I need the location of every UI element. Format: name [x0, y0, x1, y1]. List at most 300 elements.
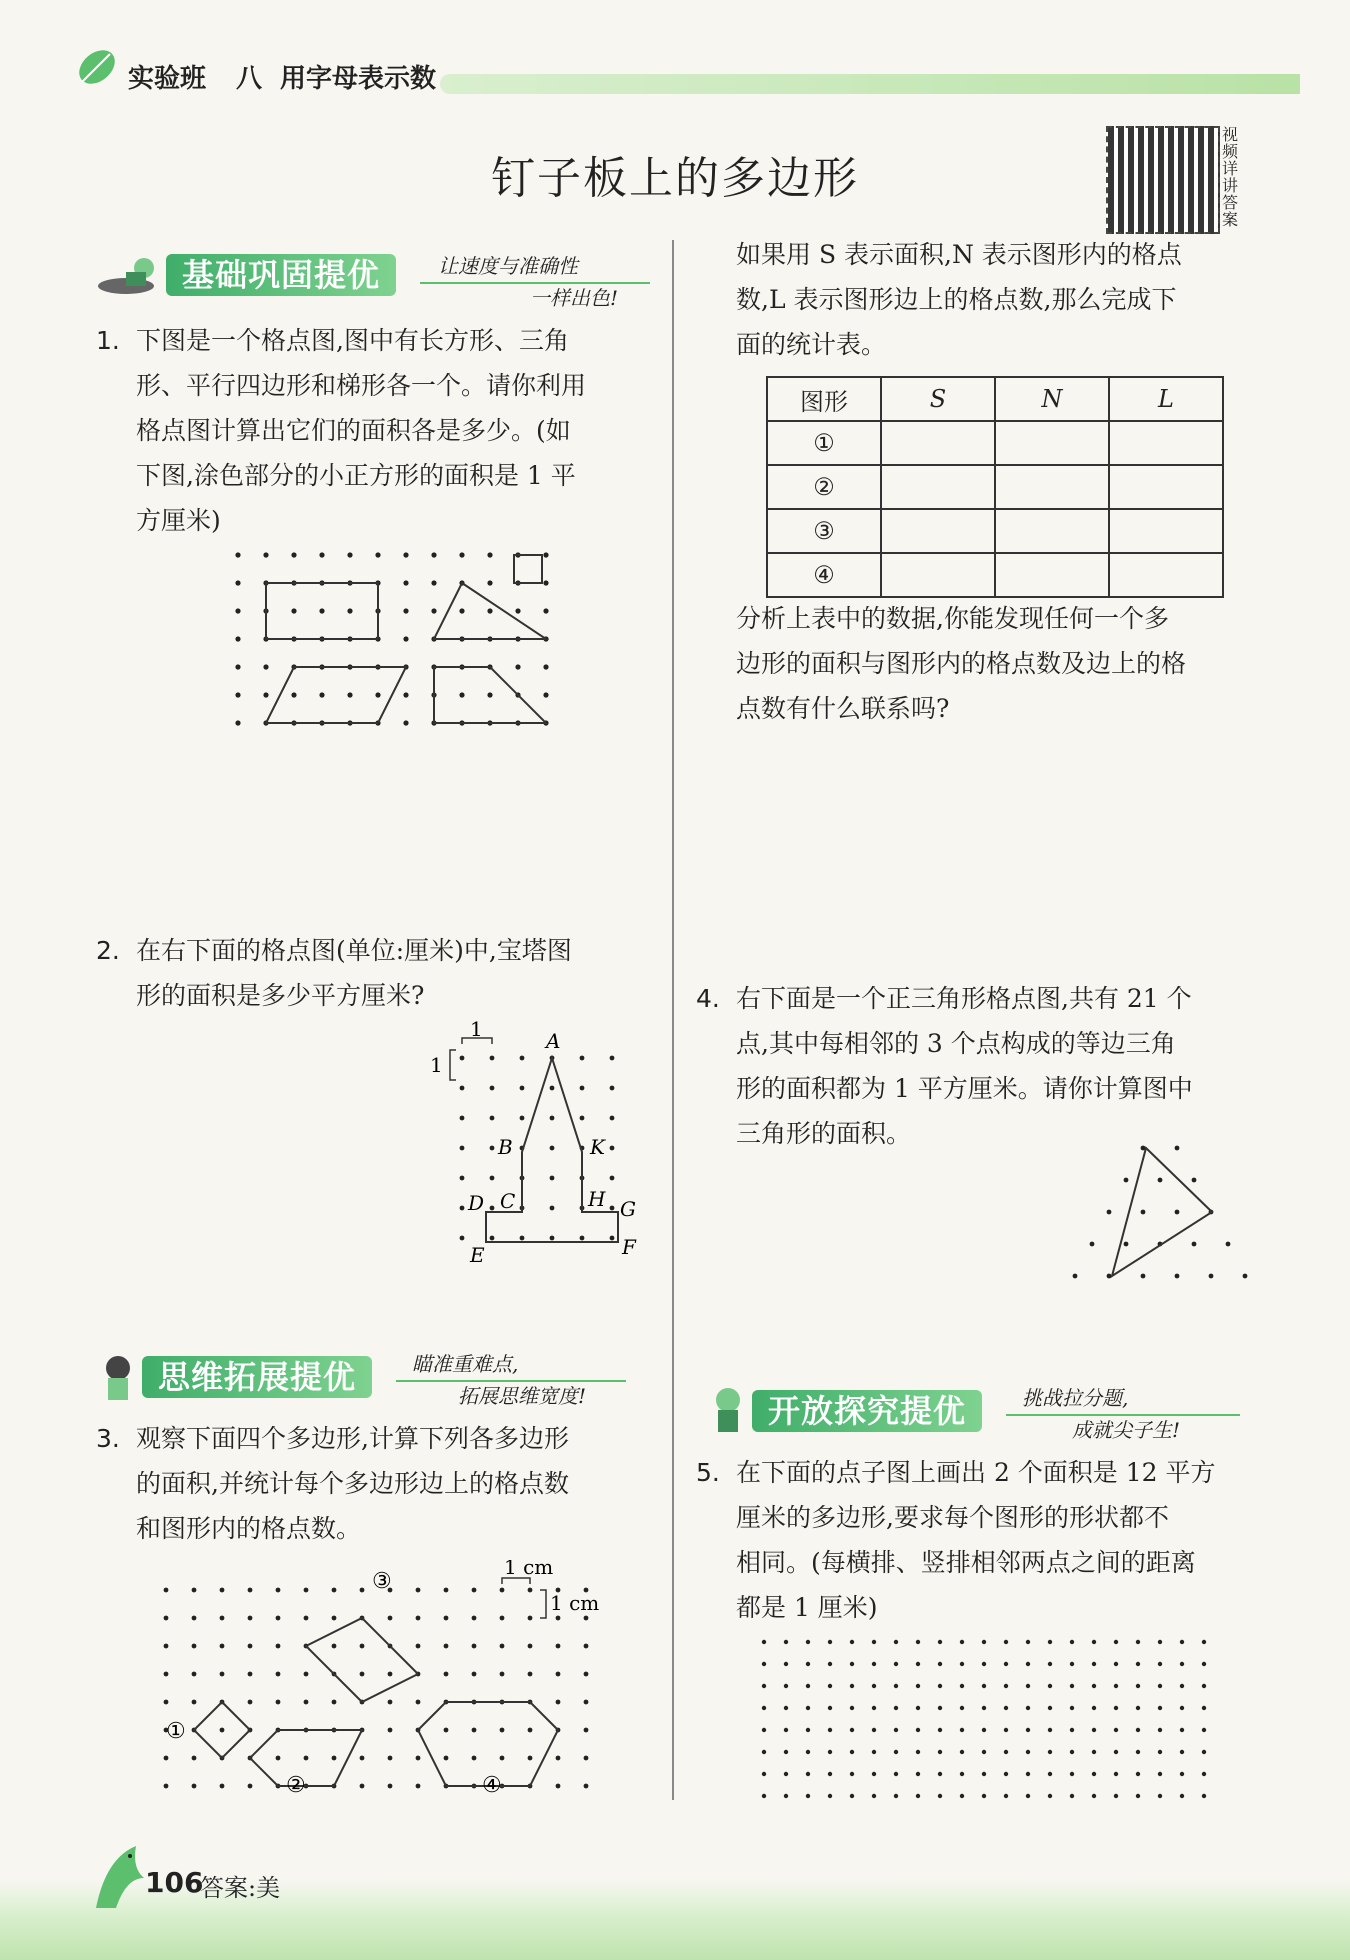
grid-dot — [784, 1684, 788, 1688]
grid-dot — [1092, 1772, 1096, 1776]
grid-dot — [1070, 1662, 1074, 1666]
q5-line: 厘米的多边形,要求每个图形的形状都不 — [736, 1503, 1169, 1532]
grid-dot — [220, 1728, 225, 1733]
grid-dot — [472, 1588, 477, 1593]
grid-dot — [235, 580, 240, 585]
header-unit-number: 八 — [236, 64, 263, 94]
label-A: A — [546, 1029, 561, 1053]
grid-dot — [550, 1236, 555, 1241]
grid-dot — [1026, 1794, 1030, 1798]
grid-dot — [472, 1672, 477, 1677]
grid-dot — [304, 1756, 309, 1761]
grid-dot — [388, 1756, 393, 1761]
grid-dot — [960, 1706, 964, 1710]
grid-dot — [1136, 1772, 1140, 1776]
label-B: B — [498, 1135, 513, 1159]
grid-dot — [806, 1772, 810, 1776]
grid-dot — [960, 1640, 964, 1644]
grid-dot — [291, 692, 296, 697]
q4-triangle-dot-grid — [1073, 1130, 1248, 1278]
grid-dot — [938, 1772, 942, 1776]
grid-dot — [850, 1662, 854, 1666]
grid-dot — [584, 1700, 589, 1705]
polygon-3 — [306, 1618, 418, 1702]
grid-dot — [1175, 1210, 1180, 1215]
grid-dot — [894, 1706, 898, 1710]
grid-dot — [431, 552, 436, 557]
grid-dot — [1158, 1640, 1162, 1644]
grid-dot — [982, 1794, 986, 1798]
grid-dot — [850, 1750, 854, 1754]
grid-dot — [500, 1672, 505, 1677]
grid-dot — [1158, 1662, 1162, 1666]
grid-dot — [164, 1588, 169, 1593]
grid-dot — [1048, 1750, 1052, 1754]
grid-dot — [347, 552, 352, 557]
grid-dot — [360, 1784, 365, 1789]
slogan-thinking-1: 瞄准重难点, — [412, 1352, 519, 1376]
grid-dot — [1202, 1750, 1206, 1754]
grid-dot — [528, 1756, 533, 1761]
grid-dot — [1192, 1242, 1197, 1247]
grid-dot — [164, 1784, 169, 1789]
grid-dot — [1136, 1640, 1140, 1644]
grid-dot — [610, 1176, 615, 1181]
grid-dot — [543, 608, 548, 613]
grid-dot — [938, 1684, 942, 1688]
grid-dot — [472, 1728, 477, 1733]
grid-dot — [164, 1672, 169, 1677]
grid-dot — [487, 580, 492, 585]
grid-dot — [460, 1236, 465, 1241]
q5-number: 5. — [696, 1458, 720, 1487]
grid-dot — [164, 1616, 169, 1621]
grid-dot — [248, 1644, 253, 1649]
q1-grid-figure — [224, 540, 564, 760]
grid-dot — [416, 1616, 421, 1621]
grid-dot — [543, 580, 548, 585]
grid-dot — [500, 1756, 505, 1761]
grid-dot — [556, 1756, 561, 1761]
q2-pagoda-figure — [420, 1020, 660, 1290]
grid-dot — [248, 1616, 253, 1621]
grid-dot — [500, 1616, 505, 1621]
grid-dot — [520, 1086, 525, 1091]
grid-dot — [584, 1644, 589, 1649]
grid-dot — [248, 1784, 253, 1789]
grid-dot — [1158, 1750, 1162, 1754]
q3-text — [136, 1416, 656, 1551]
grid-dot — [528, 1588, 533, 1593]
grid-dot — [938, 1750, 942, 1754]
header-series: 实验班 — [128, 64, 207, 94]
grid-dot — [1048, 1662, 1052, 1666]
grid-dot — [543, 664, 548, 669]
grid-dot — [360, 1644, 365, 1649]
grid-dot — [500, 1588, 505, 1593]
grid-dot — [610, 1116, 615, 1121]
cm-top-label: 1 cm — [504, 1560, 554, 1579]
grid-dot — [1026, 1750, 1030, 1754]
q3c-line: 如果用 S 表示面积,N 表示图形内的格点 — [736, 240, 1182, 269]
grid-dot — [1136, 1728, 1140, 1732]
grid-dot — [543, 692, 548, 697]
label-C: C — [500, 1189, 516, 1213]
grid-dot — [235, 552, 240, 557]
grid-dot — [1114, 1794, 1118, 1798]
table-row — [767, 553, 1223, 597]
grid-dot — [528, 1672, 533, 1677]
grid-dot — [762, 1640, 766, 1644]
mascot-thinking-icon — [96, 1352, 144, 1406]
grid-dot — [500, 1644, 505, 1649]
grid-dot — [444, 1756, 449, 1761]
q3-line: 的面积,并统计每个多边形边上的格点数 — [136, 1469, 569, 1498]
q1-line: 格点图计算出它们的面积各是多少。(如 — [136, 416, 571, 445]
grid-dot — [528, 1644, 533, 1649]
grid-dot — [500, 1728, 505, 1733]
grid-dot — [762, 1794, 766, 1798]
grid-dot — [960, 1772, 964, 1776]
grid-dot — [248, 1700, 253, 1705]
q1-line: 方厘米) — [136, 506, 221, 535]
grid-dot — [490, 1206, 495, 1211]
grid-dot — [938, 1794, 942, 1798]
q4-number: 4. — [696, 984, 720, 1013]
section-badge-basic: 基础巩固提优 — [166, 254, 396, 296]
grid-dot — [610, 1086, 615, 1091]
grid-dot — [828, 1706, 832, 1710]
label-polygon-1: ① — [166, 1719, 186, 1744]
grid-dot — [784, 1750, 788, 1754]
grid-dot — [444, 1644, 449, 1649]
grid-dot — [784, 1662, 788, 1666]
grid-dot — [806, 1794, 810, 1798]
grid-dot — [332, 1644, 337, 1649]
q5-line: 在下面的点子图上画出 2 个面积是 12 平方 — [736, 1458, 1216, 1487]
q3-continued-text — [736, 232, 1276, 367]
grid-dot — [347, 608, 352, 613]
grid-dot — [319, 552, 324, 557]
grid-dot — [487, 608, 492, 613]
grid-dot — [850, 1684, 854, 1688]
table-cell: ① — [767, 421, 881, 465]
grid-dot — [375, 692, 380, 697]
grid-dot — [276, 1588, 281, 1593]
grid-dot — [403, 608, 408, 613]
grid-dot — [248, 1588, 253, 1593]
grid-dot — [1070, 1772, 1074, 1776]
grid-dot — [850, 1706, 854, 1710]
grid-dot — [220, 1672, 225, 1677]
q3a-line: 边形的面积与图形内的格点数及边上的格 — [736, 649, 1187, 678]
grid-dot — [1136, 1662, 1140, 1666]
grid-dot — [1073, 1274, 1078, 1279]
grid-dot — [1158, 1706, 1162, 1710]
q4-line: 三角形的面积。 — [736, 1119, 912, 1148]
grid-dot — [1180, 1750, 1184, 1754]
grid-dot — [1180, 1640, 1184, 1644]
grid-dot — [556, 1644, 561, 1649]
grid-dot — [1026, 1640, 1030, 1644]
q5-line: 相同。(每横排、竖排相邻两点之间的距离 — [736, 1548, 1196, 1577]
grid-dot — [472, 1616, 477, 1621]
grid-dot — [1004, 1684, 1008, 1688]
grid-dot — [444, 1728, 449, 1733]
table-row — [767, 421, 1223, 465]
q4-line: 右下面是一个正三角形格点图,共有 21 个 — [736, 984, 1192, 1013]
grid-dot — [1124, 1178, 1129, 1183]
grid-dot — [784, 1706, 788, 1710]
grid-dot — [1114, 1728, 1118, 1732]
page-title: 钉子板上的多边形 — [491, 153, 859, 204]
grid-dot — [1026, 1772, 1030, 1776]
mascot-icon — [96, 254, 166, 300]
grid-dot — [872, 1750, 876, 1754]
grid-dot — [528, 1616, 533, 1621]
grid-dot — [806, 1684, 810, 1688]
grid-dot — [1192, 1178, 1197, 1183]
grid-dot — [276, 1700, 281, 1705]
grid-dot — [1092, 1706, 1096, 1710]
grid-dot — [550, 1146, 555, 1151]
grid-dot — [1070, 1750, 1074, 1754]
grid-dot — [1141, 1274, 1146, 1279]
grid-dot — [1180, 1772, 1184, 1776]
label-polygon-3: ③ — [372, 1569, 392, 1594]
grid-dot — [828, 1794, 832, 1798]
grid-dot — [388, 1700, 393, 1705]
grid-dot — [1202, 1640, 1206, 1644]
grid-dot — [416, 1588, 421, 1593]
section-badge-thinking: 思维拓展提优 — [142, 1356, 372, 1398]
grid-dot — [556, 1616, 561, 1621]
grid-dot — [762, 1728, 766, 1732]
grid-dot — [276, 1672, 281, 1677]
grid-dot — [1136, 1706, 1140, 1710]
grid-dot — [1092, 1662, 1096, 1666]
grid-dot — [459, 552, 464, 557]
grid-dot — [1141, 1210, 1146, 1215]
grid-dot — [192, 1756, 197, 1761]
grid-dot — [762, 1684, 766, 1688]
grid-dot — [1092, 1728, 1096, 1732]
grid-dot — [1180, 1706, 1184, 1710]
slogan-thinking-2: 拓展思维宽度! — [458, 1384, 587, 1408]
grid-dot — [1092, 1750, 1096, 1754]
grid-dot — [916, 1640, 920, 1644]
label-H: H — [588, 1187, 606, 1211]
grid-dot — [444, 1616, 449, 1621]
grid-dot — [850, 1772, 854, 1776]
grid-dot — [1202, 1662, 1206, 1666]
grid-dot — [1124, 1242, 1129, 1247]
grid-dot — [1004, 1750, 1008, 1754]
grid-dot — [1048, 1772, 1052, 1776]
grid-dot — [1114, 1662, 1118, 1666]
grid-dot — [388, 1784, 393, 1789]
grid-dot — [762, 1772, 766, 1776]
q4-line: 点,其中每相邻的 3 个点构成的等边三角 — [736, 1029, 1176, 1058]
grid-dot — [460, 1146, 465, 1151]
grid-dot — [1070, 1728, 1074, 1732]
grid-dot — [543, 552, 548, 557]
leaf-logo-icon — [74, 44, 120, 90]
grid-dot — [263, 692, 268, 697]
grid-dot — [762, 1662, 766, 1666]
q5-dot-grid — [762, 1640, 1206, 1798]
grid-dot — [192, 1672, 197, 1677]
grid-dot — [1048, 1684, 1052, 1688]
column-divider — [672, 240, 674, 1800]
grid-dot — [872, 1640, 876, 1644]
slogan-basic-1: 让速度与准确性 — [438, 254, 578, 278]
grid-dot — [528, 1728, 533, 1733]
grid-dot — [894, 1750, 898, 1754]
grid-dot — [894, 1728, 898, 1732]
grid-dot — [762, 1750, 766, 1754]
grid-dot — [784, 1794, 788, 1798]
grid-dot — [806, 1706, 810, 1710]
grid-dot — [347, 692, 352, 697]
grid-dot — [1026, 1706, 1030, 1710]
grid-dot — [460, 1206, 465, 1211]
grid-dot — [784, 1772, 788, 1776]
grid-dot — [1107, 1210, 1112, 1215]
grid-dot — [332, 1756, 337, 1761]
grid-dot — [1180, 1684, 1184, 1688]
qr-label: 视频详讲答案 — [1222, 125, 1239, 229]
grid-dot — [192, 1588, 197, 1593]
grid-dot — [460, 1086, 465, 1091]
slogan-open-2: 成就尖子生! — [1072, 1418, 1181, 1442]
grid-dot — [472, 1756, 477, 1761]
grid-dot — [916, 1706, 920, 1710]
grid-dot — [1202, 1772, 1206, 1776]
grid-dot — [1004, 1794, 1008, 1798]
grid-dot — [916, 1662, 920, 1666]
grid-dot — [806, 1662, 810, 1666]
grid-dot — [520, 1056, 525, 1061]
table-header: L — [1109, 377, 1223, 421]
grid-dot — [276, 1644, 281, 1649]
grid-dot — [403, 720, 408, 725]
grid-dot — [828, 1772, 832, 1776]
grid-dot — [416, 1644, 421, 1649]
q4-line: 形的面积都为 1 平方厘米。请你计算图中 — [736, 1074, 1193, 1103]
grid-dot — [403, 580, 408, 585]
grid-dot — [1114, 1750, 1118, 1754]
grid-dot — [472, 1644, 477, 1649]
grid-dot — [1048, 1640, 1052, 1644]
grid-dot — [894, 1684, 898, 1688]
grid-dot — [806, 1750, 810, 1754]
grid-dot — [1026, 1662, 1030, 1666]
grid-dot — [982, 1728, 986, 1732]
q1-number: 1. — [96, 326, 120, 355]
grid-dot — [1090, 1242, 1095, 1247]
grid-dot — [235, 692, 240, 697]
answer-hint: 答案:美 — [200, 1874, 281, 1902]
grid-dot — [916, 1728, 920, 1732]
grid-dot — [1243, 1274, 1248, 1279]
grid-dot — [490, 1176, 495, 1181]
grid-dot — [556, 1700, 561, 1705]
grid-dot — [828, 1728, 832, 1732]
table-header: S — [881, 377, 995, 421]
grid-dot — [960, 1750, 964, 1754]
grid-dot — [1070, 1706, 1074, 1710]
q1-text — [136, 318, 656, 543]
q3-line: 观察下面四个多边形,计算下列各多边形 — [136, 1424, 569, 1453]
q3-analysis-text — [736, 596, 1276, 731]
grid-dot — [982, 1662, 986, 1666]
grid-dot — [1092, 1640, 1096, 1644]
grid-dot — [1136, 1684, 1140, 1688]
header-bar — [440, 74, 1300, 94]
grid-dot — [550, 1116, 555, 1121]
grid-dot — [828, 1662, 832, 1666]
grid-dot — [938, 1640, 942, 1644]
q5-drawing-grid[interactable] — [752, 1630, 1232, 1820]
unit-square — [514, 555, 542, 583]
grid-dot — [1092, 1794, 1096, 1798]
grid-dot — [550, 1206, 555, 1211]
grid-dot — [490, 1086, 495, 1091]
grid-dot — [1202, 1794, 1206, 1798]
grid-dot — [916, 1794, 920, 1798]
grid-dot — [416, 1784, 421, 1789]
grid-dot — [490, 1056, 495, 1061]
grid-dot — [291, 608, 296, 613]
q3c-line: 数,L 表示图形边上的格点数,那么完成下 — [736, 285, 1177, 314]
label-polygon-4: ④ — [482, 1773, 502, 1798]
grid-dot — [784, 1728, 788, 1732]
grid-dot — [192, 1616, 197, 1621]
grid-dot — [431, 580, 436, 585]
table-cell: ④ — [767, 553, 881, 597]
q5-line: 都是 1 厘米) — [736, 1593, 878, 1622]
slogan-basic-2: 一样出色! — [530, 286, 619, 310]
grid-dot — [1026, 1684, 1030, 1688]
grid-dot — [828, 1640, 832, 1644]
grid-dot — [1226, 1242, 1231, 1247]
q3-number: 3. — [96, 1424, 120, 1453]
grid-dot — [1004, 1728, 1008, 1732]
grid-dot — [304, 1672, 309, 1677]
unit-top-label: 1 — [470, 1020, 483, 1041]
stats-table — [766, 376, 1224, 598]
grid-dot — [894, 1772, 898, 1776]
grid-dot — [580, 1086, 585, 1091]
mascot-open-icon — [702, 1384, 754, 1436]
grid-dot — [784, 1640, 788, 1644]
grid-dot — [319, 692, 324, 697]
grid-dot — [916, 1750, 920, 1754]
grid-dot — [960, 1794, 964, 1798]
grid-dot — [550, 1086, 555, 1091]
grid-dot — [938, 1706, 942, 1710]
grid-dot — [960, 1728, 964, 1732]
grid-dot — [360, 1588, 365, 1593]
grid-dot — [1209, 1274, 1214, 1279]
qr-code[interactable] — [1106, 126, 1220, 234]
q2-number: 2. — [96, 936, 120, 965]
grid-dot — [1202, 1684, 1206, 1688]
grid-dot — [235, 636, 240, 641]
grid-dot — [515, 664, 520, 669]
grid-dot — [1175, 1274, 1180, 1279]
